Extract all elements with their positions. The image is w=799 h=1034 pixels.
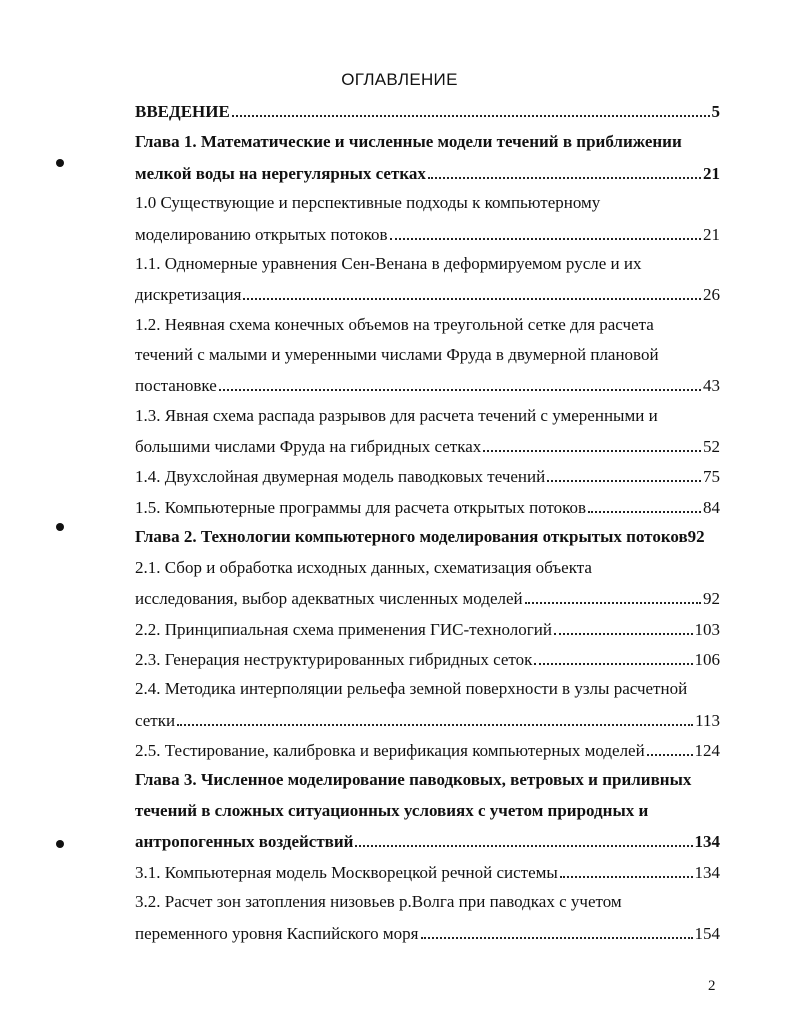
toc-entry-text: сетки bbox=[135, 711, 176, 730]
toc-page-number: 43 bbox=[703, 376, 720, 395]
toc-entry-text: переменного уровня Каспийского моря bbox=[135, 924, 419, 943]
toc-entry-text: исследования, выбор адекватных численных моделей bbox=[135, 589, 523, 608]
leader-dots bbox=[355, 831, 692, 847]
toc-entry-text: мелкой воды на нерегулярных сетках bbox=[135, 164, 426, 183]
toc-page-number: 106 bbox=[694, 650, 720, 669]
toc-entry-section-2-5[interactable] bbox=[135, 740, 720, 762]
toc-entry-section-1-2-cont[interactable] bbox=[135, 345, 720, 367]
leader-dots bbox=[647, 740, 693, 756]
toc-entry-section-3-2[interactable] bbox=[135, 892, 720, 914]
toc-entry-text: 1.5. Компьютерные программы для расчета открытых потоков bbox=[135, 498, 587, 517]
toc-entry-section-1-1[interactable] bbox=[135, 254, 720, 276]
page-title: ОГЛАВЛЕНИЕ bbox=[341, 70, 458, 89]
leader-dots bbox=[177, 710, 693, 726]
toc-entry-text: течений с малыми и умеренными числами Фруда в двумерной плановой bbox=[135, 345, 659, 364]
leader-dots bbox=[547, 466, 701, 482]
toc-entry-text: большими числами Фруда на гибридных сетках bbox=[135, 437, 482, 456]
toc-entry-section-1-2[interactable] bbox=[135, 315, 720, 337]
toc-entry-text: Глава 3. Численное моделирование паводковых, ветровых и приливных bbox=[135, 770, 692, 789]
toc-entry-text: моделированию открытых потоков bbox=[135, 225, 388, 244]
leader-dots bbox=[483, 436, 701, 452]
toc-entry-text: Глава 2. Технологии компьютерного моделирования открытых потоков92 bbox=[135, 527, 705, 546]
toc-page-number: 5 bbox=[711, 102, 720, 121]
leader-dots bbox=[232, 101, 710, 117]
toc-entry-text: Глава 1. Математические и численные модели течений в приближении bbox=[135, 132, 682, 151]
toc-entry-introduction[interactable] bbox=[135, 101, 720, 123]
toc-page-number: 92 bbox=[703, 589, 720, 608]
toc-page-number: 26 bbox=[703, 285, 720, 304]
page-number: 2 bbox=[708, 978, 716, 994]
toc-entry-chapter-1-cont[interactable] bbox=[135, 163, 720, 185]
toc-entry-section-2-4-cont[interactable] bbox=[135, 710, 720, 732]
toc-entry-text: 1.4. Двухслойная двумерная модель паводковых течений bbox=[135, 467, 546, 486]
toc-entry-section-2-1[interactable] bbox=[135, 558, 720, 580]
leader-dots bbox=[560, 862, 693, 878]
toc-entry-section-3-1[interactable] bbox=[135, 862, 720, 884]
toc-entry-section-1-1-cont[interactable] bbox=[135, 284, 720, 306]
toc-entry-section-2-4[interactable] bbox=[135, 679, 720, 701]
toc-entry-chapter-3-cont2[interactable] bbox=[135, 831, 720, 853]
toc-entry-text: 3.2. Расчет зон затопления низовьев р.Волга при паводках с учетом bbox=[135, 892, 622, 911]
leader-dots bbox=[219, 375, 701, 391]
toc-entry-section-1-5[interactable] bbox=[135, 497, 720, 519]
toc-entry-section-1-3-cont[interactable] bbox=[135, 436, 720, 458]
leader-dots bbox=[421, 923, 693, 939]
toc-entry-section-1-0-cont[interactable] bbox=[135, 224, 720, 246]
bullet-mark bbox=[56, 523, 64, 531]
toc-entry-chapter-3-cont[interactable] bbox=[135, 801, 720, 823]
toc-entry-text: дискретизация bbox=[135, 285, 242, 304]
toc-entry-section-1-3[interactable] bbox=[135, 406, 720, 428]
leader-dots bbox=[588, 497, 701, 513]
bullet-mark bbox=[56, 159, 64, 167]
toc-entry-section-2-1-cont[interactable] bbox=[135, 588, 720, 610]
bullet-mark bbox=[56, 840, 64, 848]
toc-entry-text: 3.1. Компьютерная модель Москворецкой речной системы bbox=[135, 863, 558, 882]
toc-page-number: 124 bbox=[694, 741, 720, 760]
toc-entry-text: 1.0 Существующие и перспективные подходы к компьютерному bbox=[135, 193, 601, 212]
toc-page-number: 75 bbox=[703, 467, 720, 486]
toc-entry-text: 1.3. Явная схема распада разрывов для расчета течений с умеренными и bbox=[135, 406, 658, 425]
toc-entry-section-1-2-cont2[interactable] bbox=[135, 375, 720, 397]
toc-page-number: 84 bbox=[703, 498, 720, 517]
toc-entry-text: 2.2. Принципиальная схема применения ГИС-технологий bbox=[135, 620, 552, 639]
leader-dots bbox=[534, 649, 692, 665]
toc-entry-section-3-2-cont[interactable] bbox=[135, 923, 720, 945]
toc-entry-text: 2.4. Методика интерполяции рельефа земной поверхности в узлы расчетной bbox=[135, 679, 688, 698]
leader-dots bbox=[525, 588, 701, 604]
toc-entry-text: антропогенных воздействий bbox=[135, 832, 354, 851]
toc-entry-text: 2.1. Сбор и обработка исходных данных, схематизация объекта bbox=[135, 558, 592, 577]
toc-entry-section-2-3[interactable] bbox=[135, 649, 720, 671]
toc-page-number: 21 bbox=[703, 164, 720, 183]
toc-entry-text: 1.1. Одномерные уравнения Сен-Венана в деформируемом русле и их bbox=[135, 254, 642, 273]
toc-entry-text: 1.2. Неявная схема конечных объемов на треугольной сетке для расчета bbox=[135, 315, 654, 334]
toc-page-number: 103 bbox=[694, 620, 720, 639]
toc-entry-section-1-4[interactable] bbox=[135, 466, 720, 488]
leader-dots bbox=[428, 163, 701, 179]
leader-dots bbox=[390, 224, 701, 240]
toc-entry-text: ВВЕДЕНИЕ bbox=[135, 102, 230, 121]
toc-entry-text: 2.5. Тестирование, калибровка и верификация компьютерных моделей bbox=[135, 741, 645, 760]
toc-page-number: 113 bbox=[695, 711, 720, 730]
toc-page-number: 21 bbox=[703, 225, 720, 244]
toc-entry-chapter-1[interactable] bbox=[135, 132, 720, 154]
toc-page-number: 134 bbox=[694, 832, 720, 851]
toc-entry-text: 2.3. Генерация неструктурированных гибридных сеток bbox=[135, 650, 533, 669]
toc-entry-chapter-2[interactable] bbox=[135, 527, 735, 549]
toc-entry-section-1-0[interactable] bbox=[135, 193, 720, 215]
toc-entry-text: постановке bbox=[135, 376, 217, 395]
leader-dots bbox=[554, 619, 693, 635]
toc-page-number: 134 bbox=[694, 863, 720, 882]
toc-entry-text: течений в сложных ситуационных условиях с учетом природных и bbox=[135, 801, 649, 820]
toc-page-number: 52 bbox=[703, 437, 720, 456]
toc-entry-chapter-3[interactable] bbox=[135, 770, 720, 792]
toc-entry-section-2-2[interactable] bbox=[135, 619, 720, 641]
toc-page-number: 154 bbox=[694, 924, 720, 943]
leader-dots bbox=[243, 284, 701, 300]
